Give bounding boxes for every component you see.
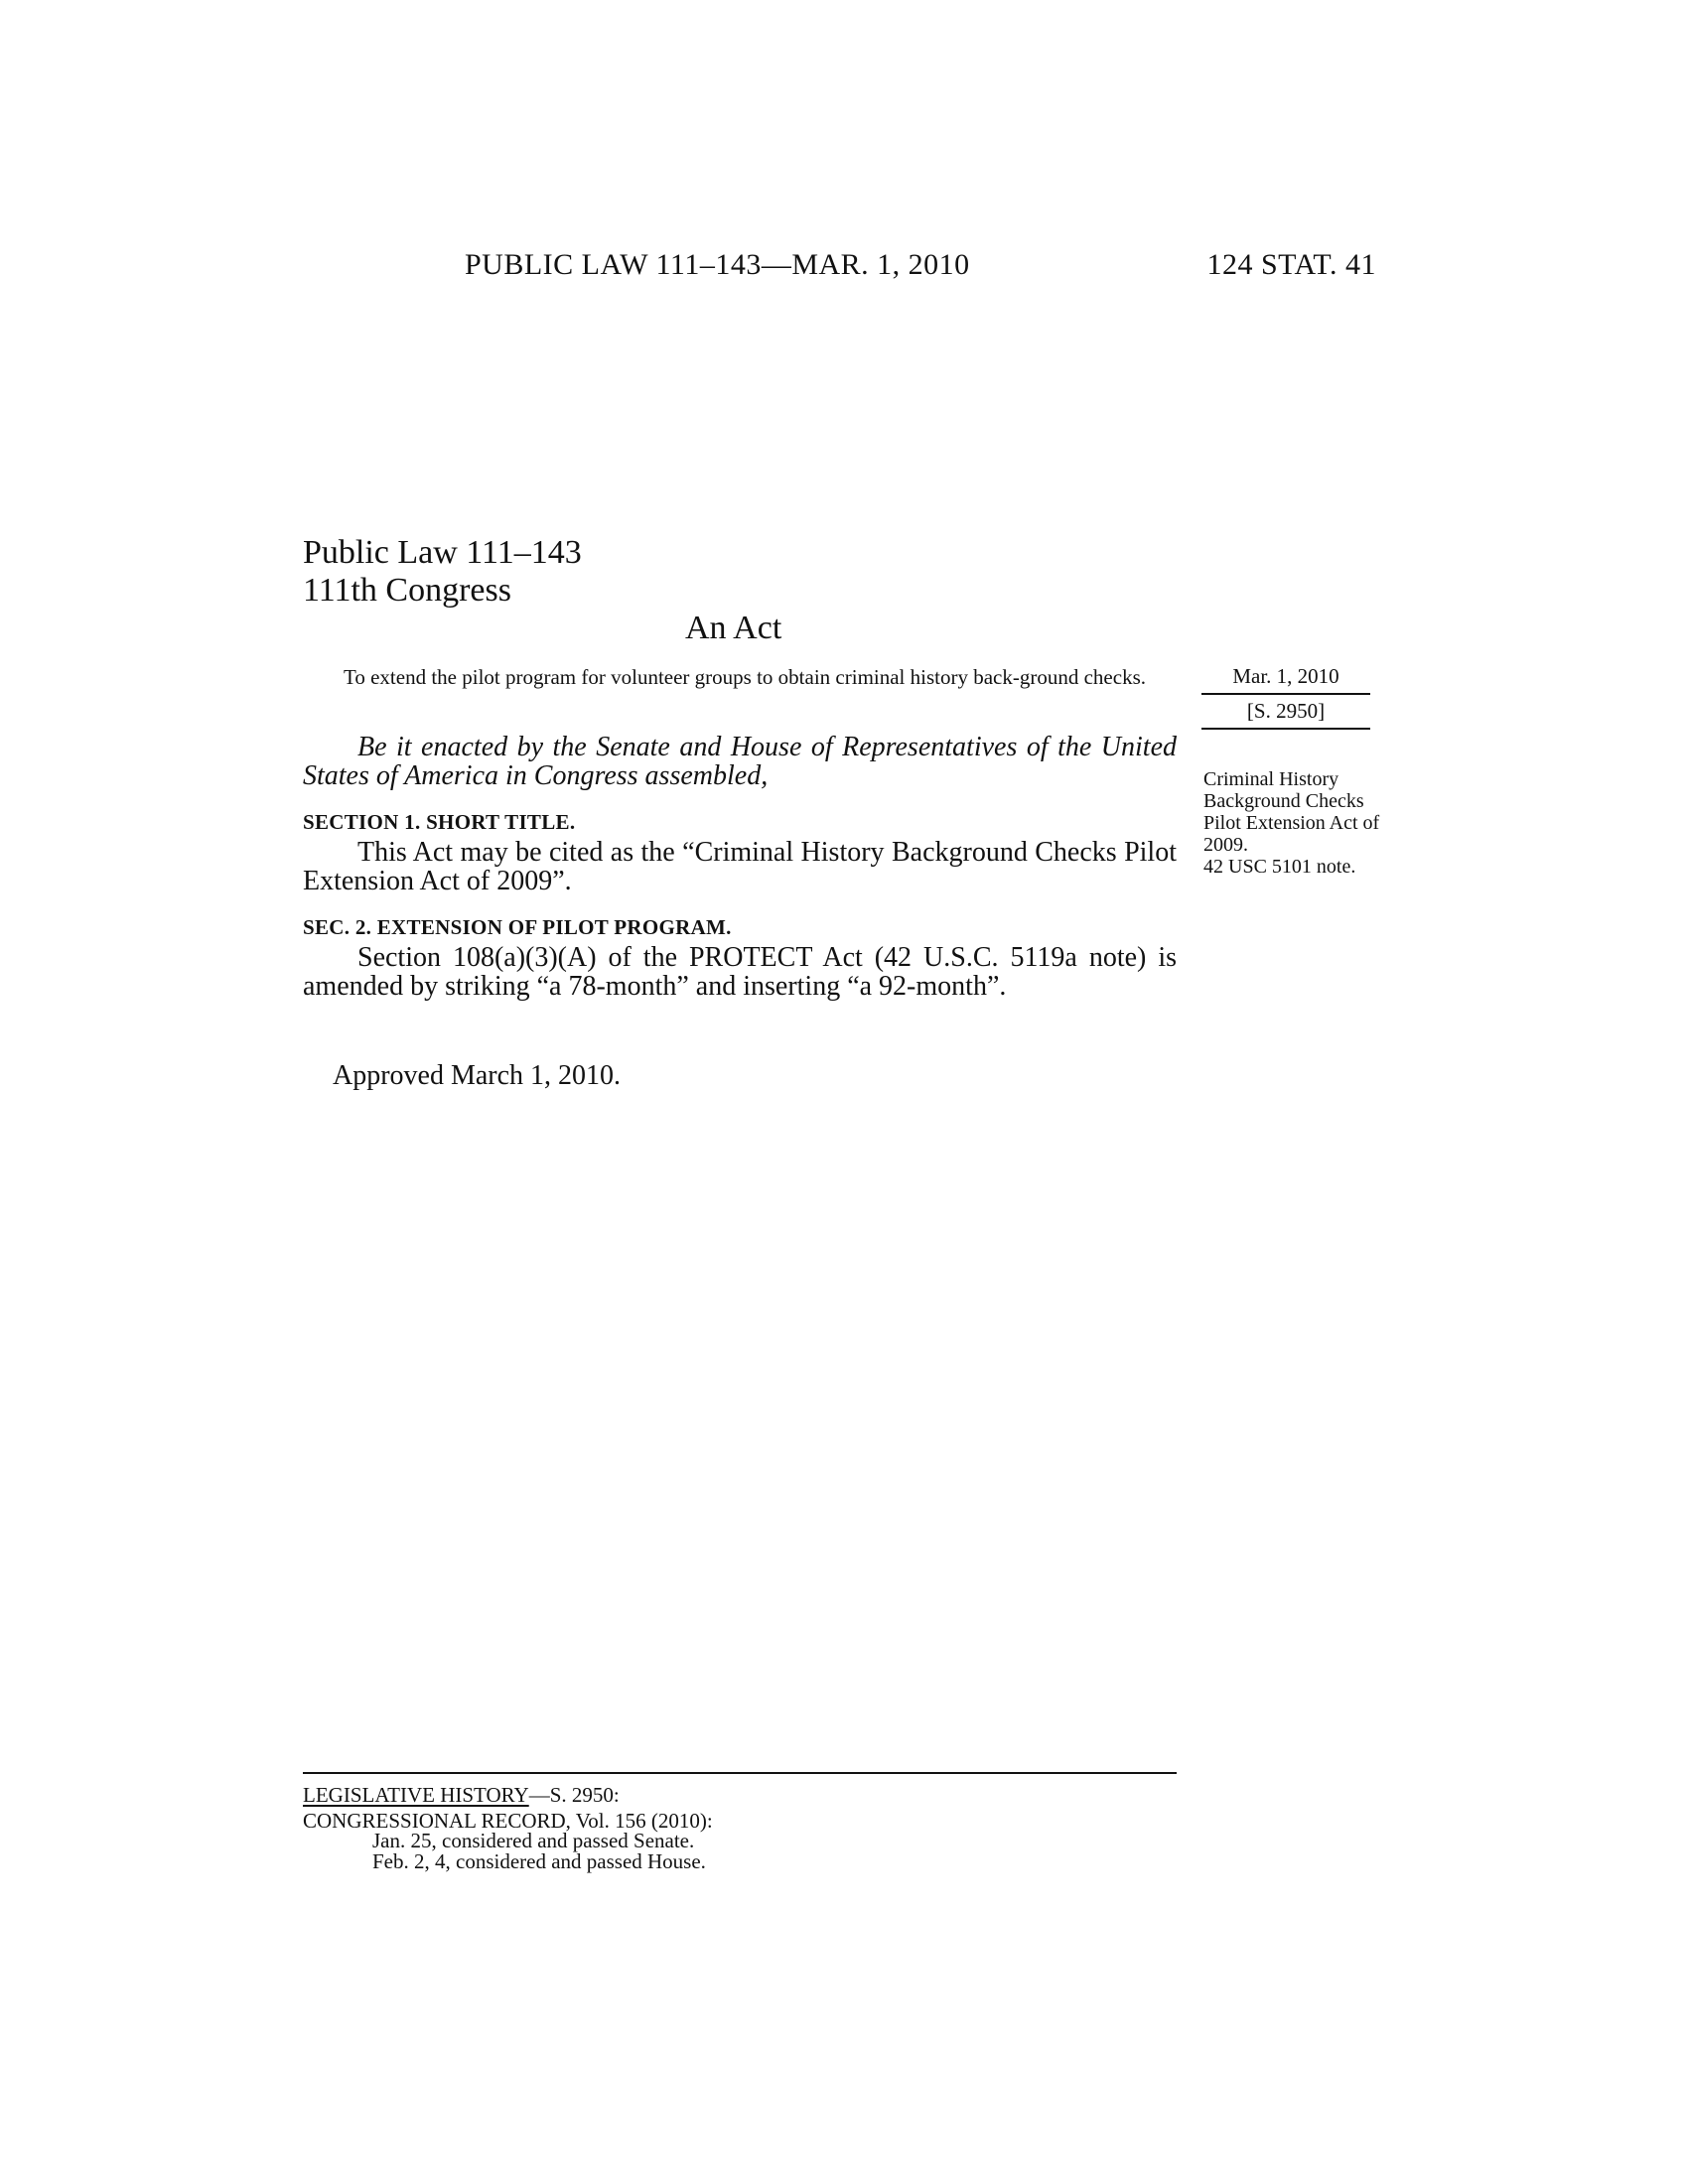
public-law-number: Public Law 111–143 xyxy=(303,534,582,571)
statute-page-reference: 124 STAT. 41 xyxy=(1206,248,1376,281)
section-1-heading: SECTION 1. SHORT TITLE. xyxy=(303,810,576,834)
long-title: To extend the pilot program for volunteer groups to obtain criminal history back-ground checks. xyxy=(344,665,1146,689)
history-entry: Jan. 25, considered and passed Senate. xyxy=(372,1829,695,1852)
bill-number: [S. 2950] xyxy=(1246,699,1326,723)
congress-number: 111th Congress xyxy=(303,572,511,609)
running-head: PUBLIC LAW 111–143—MAR. 1, 2010 xyxy=(465,248,970,281)
footer-rule xyxy=(303,1772,1177,1774)
section-2-text: Section 108(a)(3)(A) of the PROTECT Act (42 U.S.C. 5119a note) is amended by striking “a 78-month” and inserting “a 92-month”. xyxy=(303,942,1177,1002)
history-entry: Feb. 2, 4, considered and passed House. xyxy=(372,1849,706,1873)
legislative-history-bill: —S. 2950: xyxy=(528,1783,620,1807)
margin-note xyxy=(1203,768,1382,878)
section-2-heading: SEC. 2. EXTENSION OF PILOT PROGRAM. xyxy=(303,915,732,939)
act-heading: An Act xyxy=(685,610,782,646)
margin-note-usc: 42 USC 5101 note. xyxy=(1203,856,1356,878)
section-1-text: This Act may be cited as the “Criminal History Background Checks Pilot Extension Act of 2009”. xyxy=(303,837,1177,896)
legislative-history-title: LEGISLATIVE HISTORY xyxy=(303,1783,529,1807)
enacting-clause: Be it enacted by the Senate and House of Representatives of the United States of America in Congress assembled, xyxy=(303,732,1177,791)
margin-note-short-title: Criminal History Background Checks Pilot Extension Act of 2009. xyxy=(1203,768,1380,856)
margin-rule xyxy=(1201,728,1370,730)
legislative-history-label xyxy=(303,1783,620,1808)
congressional-record-line: CONGRESSIONAL RECORD, Vol. 156 (2010): xyxy=(303,1809,713,1833)
margin-rule xyxy=(1201,693,1370,695)
enactment-date: Mar. 1, 2010 xyxy=(1232,664,1339,688)
approval-line: Approved March 1, 2010. xyxy=(333,1060,622,1091)
